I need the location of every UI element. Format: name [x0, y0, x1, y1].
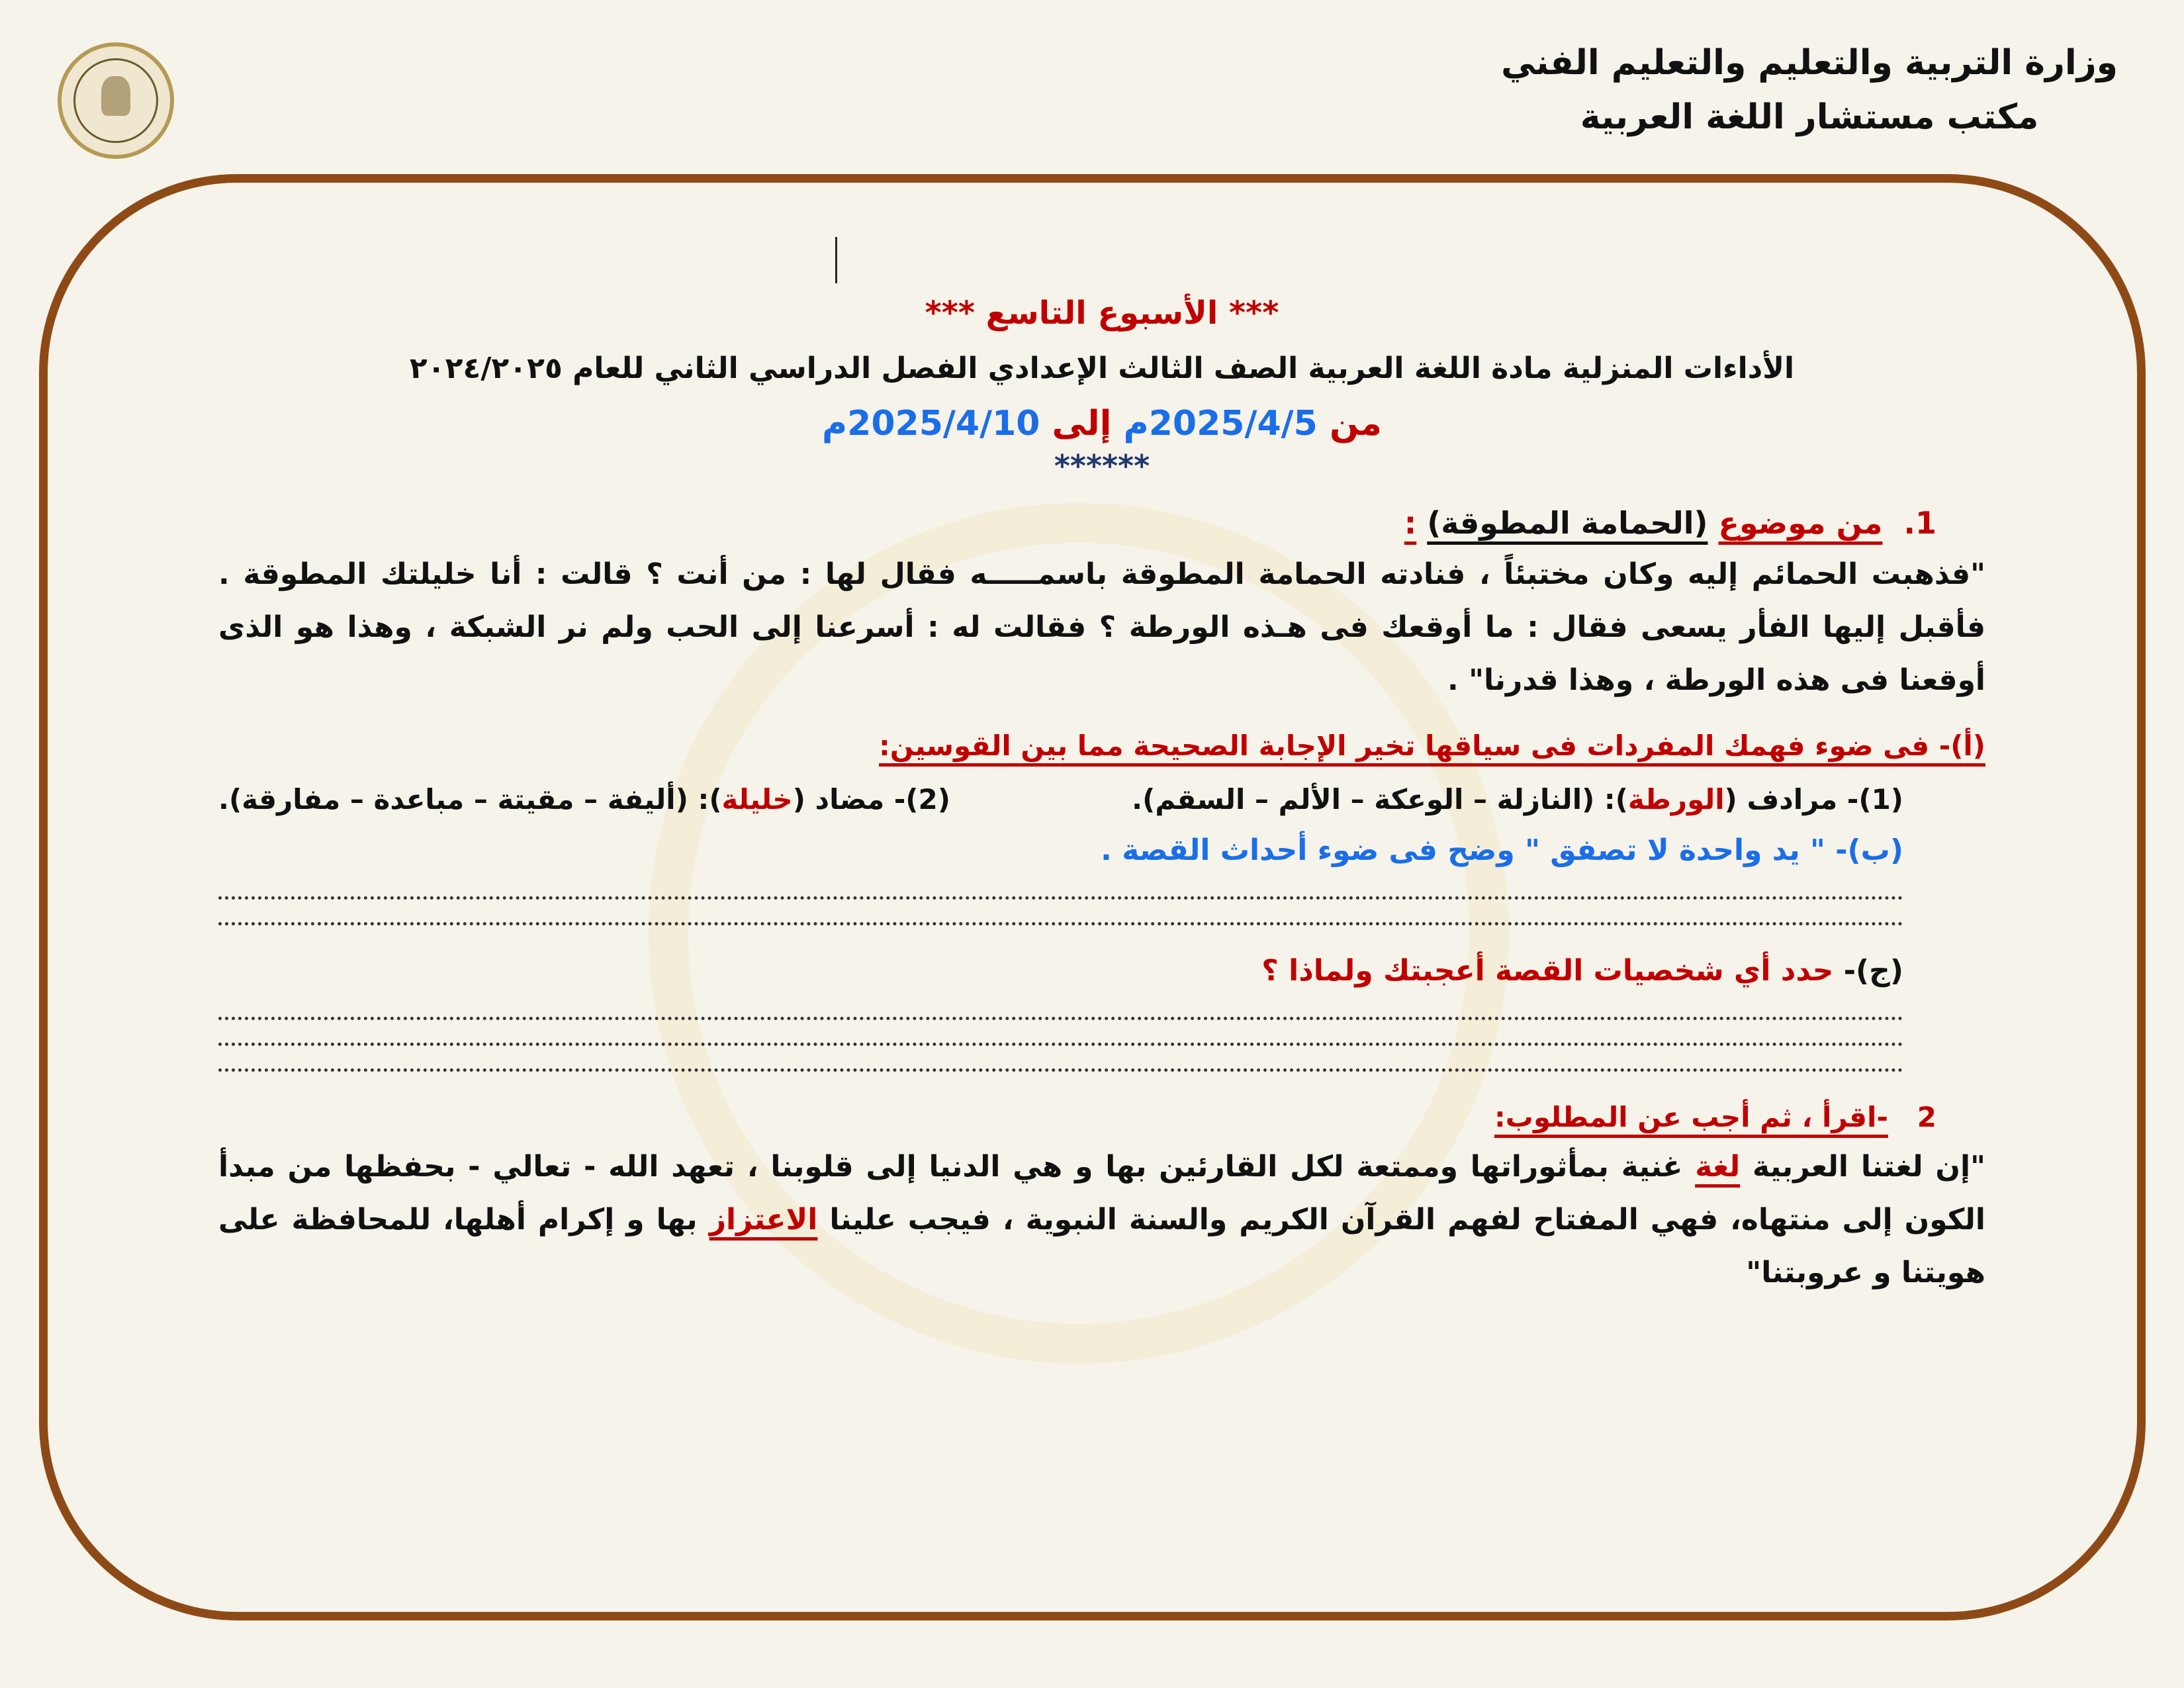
eagle-icon	[101, 76, 130, 116]
q1-a-options	[218, 778, 1903, 821]
answer-line[interactable]	[218, 1068, 1903, 1072]
q1-a-heading: (أ)- فى ضوء فهمك المفردات فى سياقها تخير الإجابة الصحيحة مما بين القوسين:	[879, 729, 1985, 762]
subtitle: الأداءات المنزلية مادة اللغة العربية الصف الثالث الإعدادي الفصل الدراسي الثاني للعام ٢٠٢٤/٢٠٢٥	[409, 352, 1795, 385]
text-cursor	[835, 237, 837, 283]
q1-b: (ب)- " يد واحدة لا تصفق " وضح فى ضوء أحداث القصة .	[1101, 833, 1903, 867]
answer-line[interactable]	[218, 1017, 1903, 1020]
week-title: *** الأسبوع التاسع ***	[925, 295, 1279, 332]
q1-a2: (2)- مضاد (خليلة): (أليفة – مقيتة – مباعدة – مفارقة).	[218, 783, 950, 816]
q1-passage: "فذهبت الحمائم إليه وكان مختبئاً ، فنادته الحمامة المطوقة باسمـــــه فقال لها : من أنت ؟ قالت : أنا خليلتك المطوقة . فأقبل إليها الفأر يسعى فقال : ما أوقعك فى هـذه الورطة ؟ فقالت له : أسرعنا إلى الحب ولم نر الشبكة ، وهذا هو الذى أوقعنا فى هذه الورطة ، وهذا قدرنا" .	[218, 557, 1985, 697]
q1-a1: (1)- مرادف (الورطة): (النازلة – الوعكة – الألم – السقم).	[1132, 783, 1903, 816]
office-name: مكتب مستشار اللغة العربية	[1580, 97, 2039, 137]
worksheet-content	[218, 291, 1985, 1299]
header	[1501, 40, 2118, 140]
q1-c: (ج)- حدد أي شخصيات القصة أعجبتك ولماذا ؟	[1261, 954, 1903, 988]
ministry-logo	[58, 42, 174, 159]
date-range: من 2025/4/5م إلى 2025/4/10م	[822, 404, 1382, 444]
q1-heading: 1. من موضوع (الحمامة المطوقة) :	[1404, 505, 1936, 541]
answer-line[interactable]	[218, 1043, 1903, 1046]
q2-passage: "إن لغتنا العربية لغة غنية بمأثوراتها وممتعة لكل القارئين بها و هي الدنيا إلى قلوبنا ، تعهد الله - تعالي - بحفظها من مبدأ الكون إلى منتهاه، فهي المفتاح لفهم القرآن الكريم والسنة النبوية ، فيجب علينا الاعتزاز بها و إكرام أهلها، للمحافظة على هويتنا و عروبتنا"	[218, 1150, 1985, 1289]
answer-line[interactable]	[218, 896, 1903, 900]
stars-divider: ******	[1054, 448, 1150, 484]
answer-line[interactable]	[218, 922, 1903, 925]
ministry-name: وزارة التربية والتعليم والتعليم الفني	[1501, 43, 2118, 83]
q2-heading: 2 -اقرأ ، ثم أجب عن المطلوب:	[1494, 1101, 1936, 1133]
